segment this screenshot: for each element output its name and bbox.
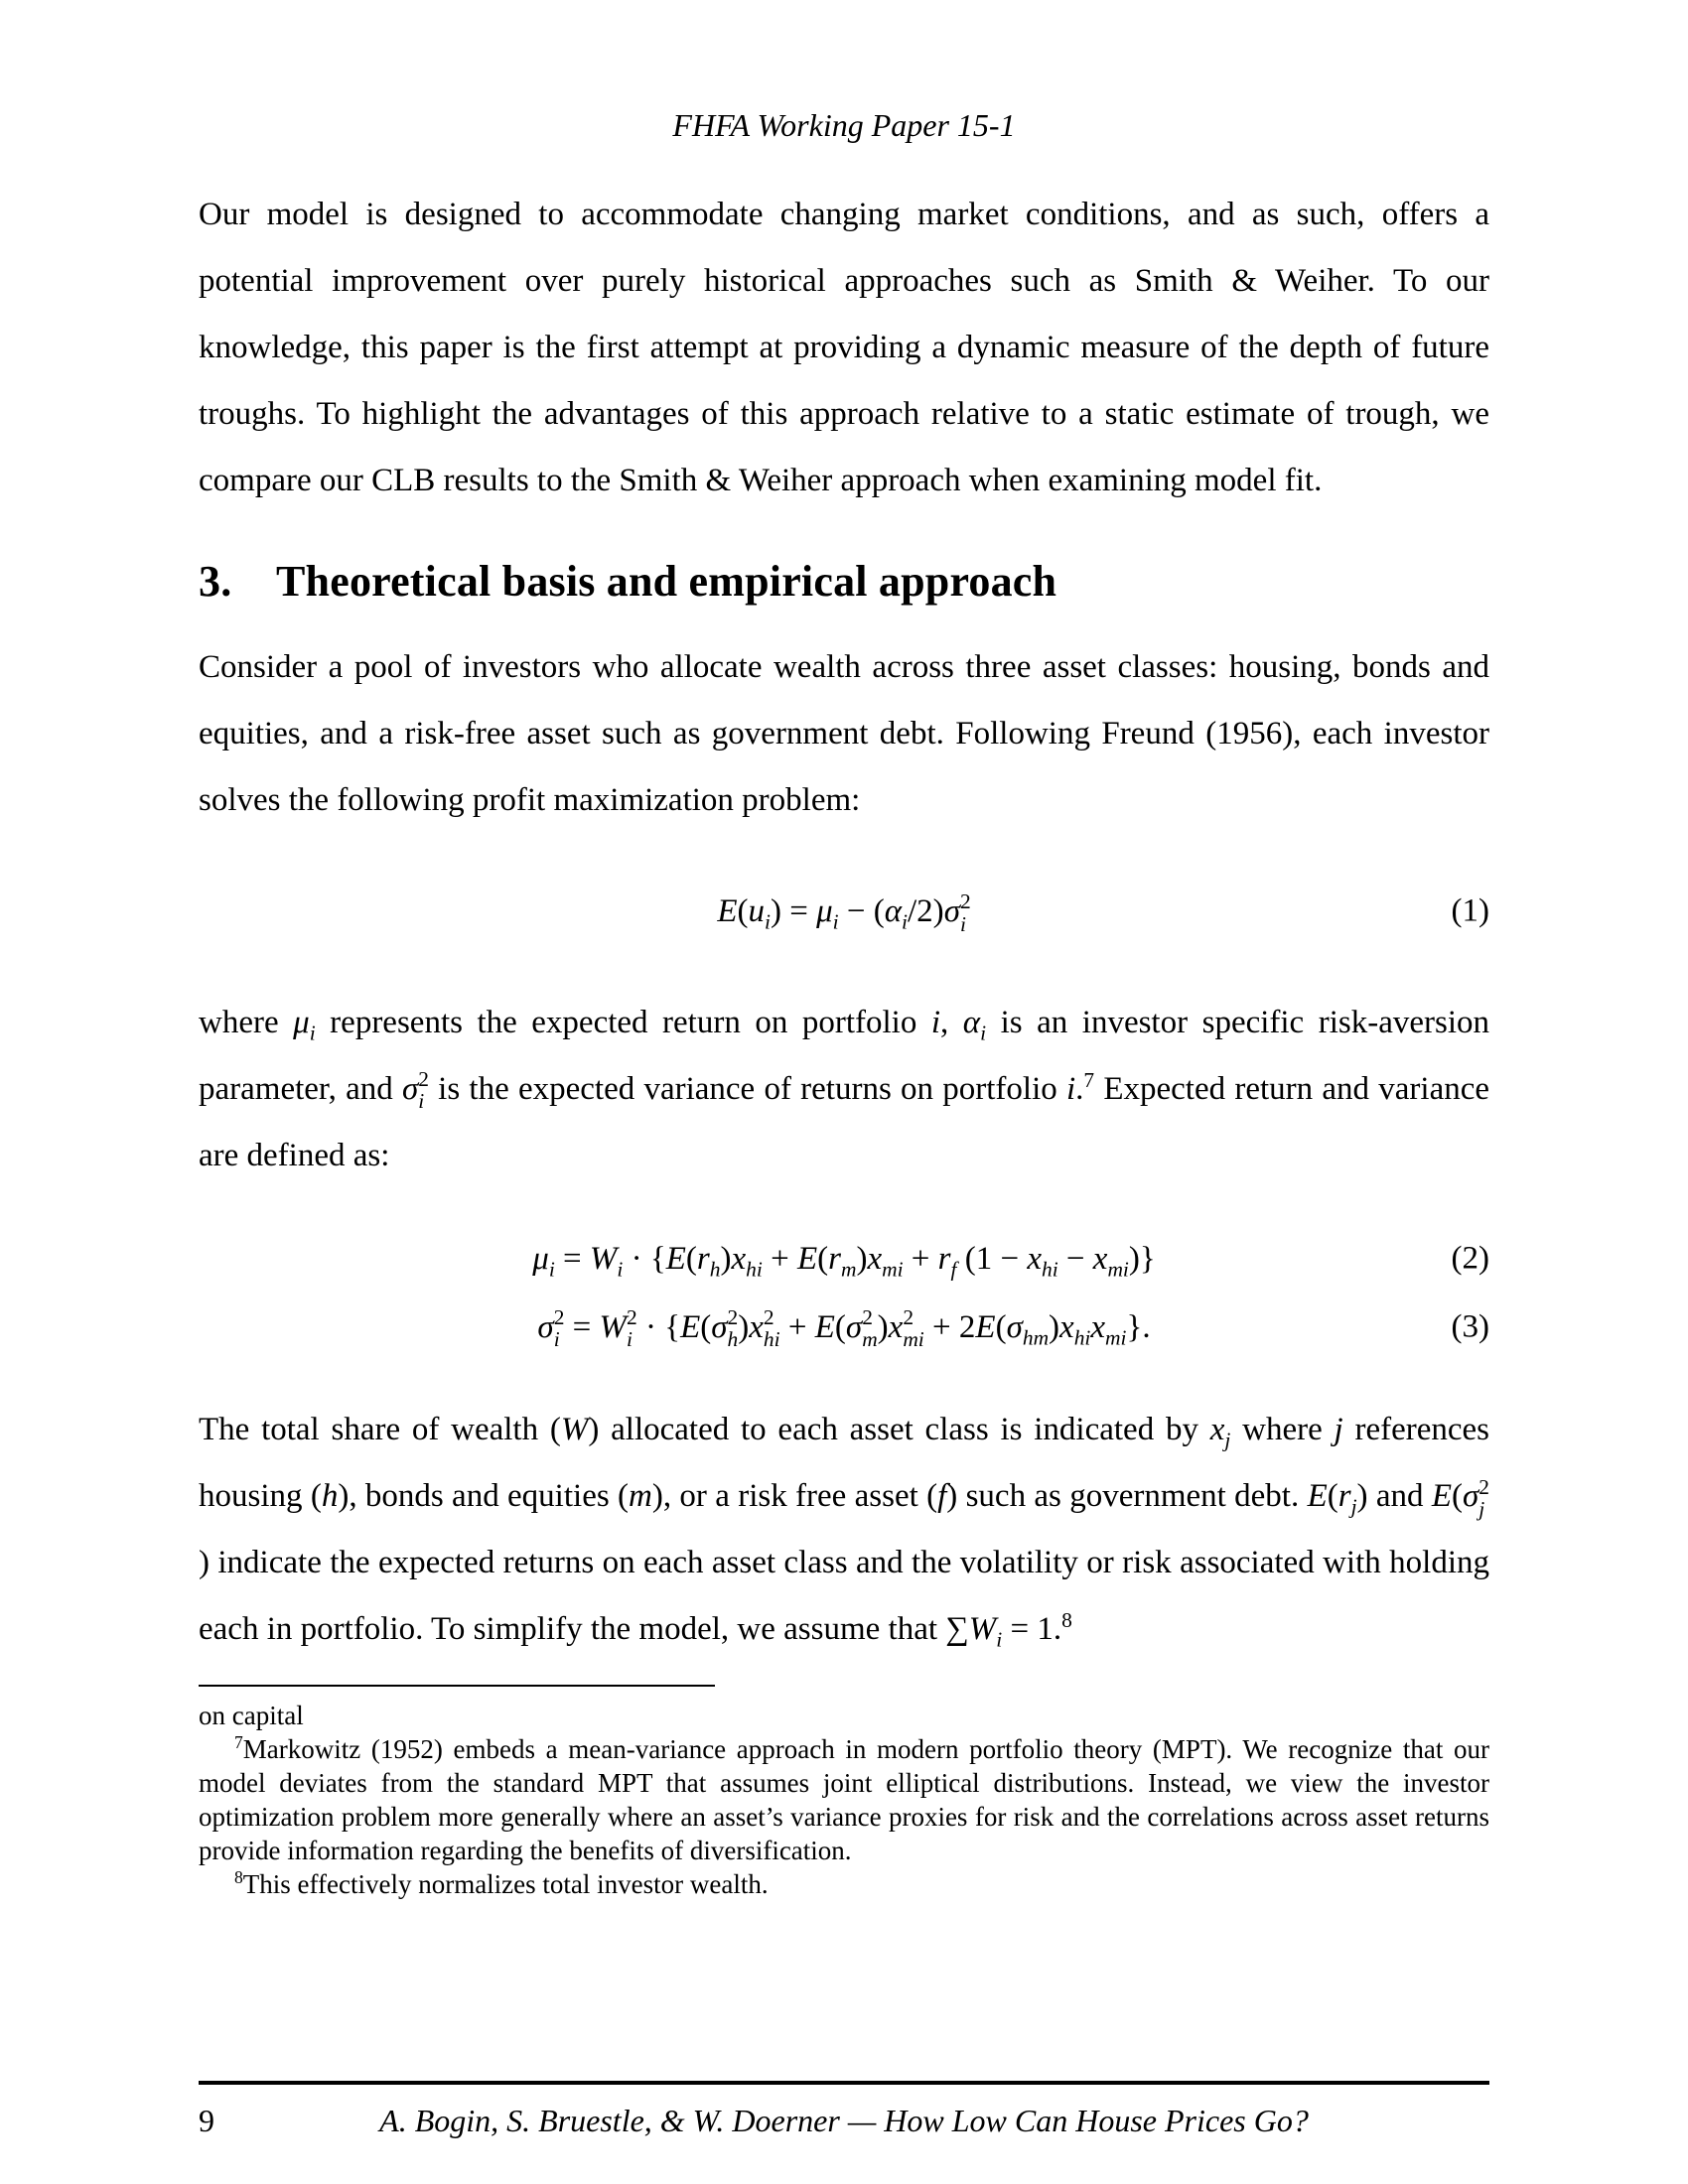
page-number: 9 (199, 2103, 214, 2138)
equation-3-tag: (3) (1451, 1308, 1489, 1345)
footer-running-title: A. Bogin, S. Bruestle, & W. Doerner — How Low Can House Prices Go? (379, 2103, 1309, 2138)
equation-1-body: $E(u_i) = \mu_i - (\alpha_i/2)\sigma$ 2 i (717, 889, 971, 936)
footnote-area (199, 1685, 1489, 1901)
footer-line (199, 2103, 1489, 2139)
text-column (199, 0, 1489, 1901)
equation-2 (199, 1233, 1489, 1286)
equation-1-tag: (1) (1451, 892, 1489, 929)
section-number: 3. (199, 557, 232, 606)
footnote-8: $^8$This effectively normalizes total investor wealth. (234, 1867, 769, 1900)
footnote-separator-rule (199, 1685, 715, 1687)
paragraph-definitions: where $\mu_i$ represents the expected return on portfolio i, $\alpha_i$ is an investor specific risk-aversion parameter, and σ 2 i is the expected variance of returns on portfolio i.$^7$ Expected return and variance are defined as: (199, 1004, 1490, 1173)
paragraph-wealth-shares: The total share of wealth (W) allocated to each asset class is indicated by $x_j$ where j references housing (h), bonds and equities (m), or a risk free asset (f) such as government debt. $E(r_j)$ and E(σ 2 j ) indicate the expected returns on each asset class and the volatility or risk associated with holding each in portfolio. To simplify the model, we assume that $\sum W_i = 1.^8$ (199, 1412, 1490, 1652)
equation-2-tag: (2) (1451, 1240, 1489, 1277)
equation-2-body: $\mu_i = W_i \cdot \{E(r_h)x_{hi} + E(r_m)x_{mi} + r_f$ $(1 - x_{hi} - x_{mi})$} (532, 1240, 1156, 1282)
footnote-continuation: on capital (199, 1701, 304, 1731)
footer-rule (199, 2081, 1489, 2085)
paragraph-intro: Our model is designed to accommodate changing market conditions, and as such, offers a potential improvement over purely historical approaches such as Smith & Weiher. To our knowledge, this paper is the first attempt at providing a dynamic measure of the depth of future troughs. To highlight the advantages of this approach relative to a static estimate of trough, we compare our CLB results to the Smith & Weiher approach when examining model fit. (199, 197, 1489, 498)
section-heading (199, 556, 1489, 607)
running-header: FHFA Working Paper 15-1 (672, 107, 1016, 143)
equation-3-body: σ 2 i = W 2 i · {E(σ 2 h )x 2 hi + E(σ 2 m )x 2 mi + $2E(\sigma_{hm})x_{hi}x_{mi}$}. (537, 1304, 1151, 1352)
section-title: Theoretical basis and empirical approach (276, 557, 1057, 606)
page-footer (199, 2081, 1489, 2139)
equation-1 (199, 886, 1489, 938)
equation-group (199, 1233, 1489, 1354)
paragraph-setup: Consider a pool of investors who allocate wealth across three asset classes: housing, bonds and equities, and a risk-free asset such as government debt. Following Freund (1956), each investor solves the following profit maximization problem: (199, 649, 1489, 818)
footnote-7: $^7$Markowitz (1952) embeds a mean-variance approach in modern portfolio theory (MPT). We recognize that our model deviates from the standard MPT that assumes joint elliptical distributions. Instead, we view the investor optimization problem more generally where an asset’s variance proxies for risk and the correlations across asset returns provide information regarding the benefits of diversification. (199, 1732, 1489, 1866)
equation-3 (199, 1301, 1489, 1354)
